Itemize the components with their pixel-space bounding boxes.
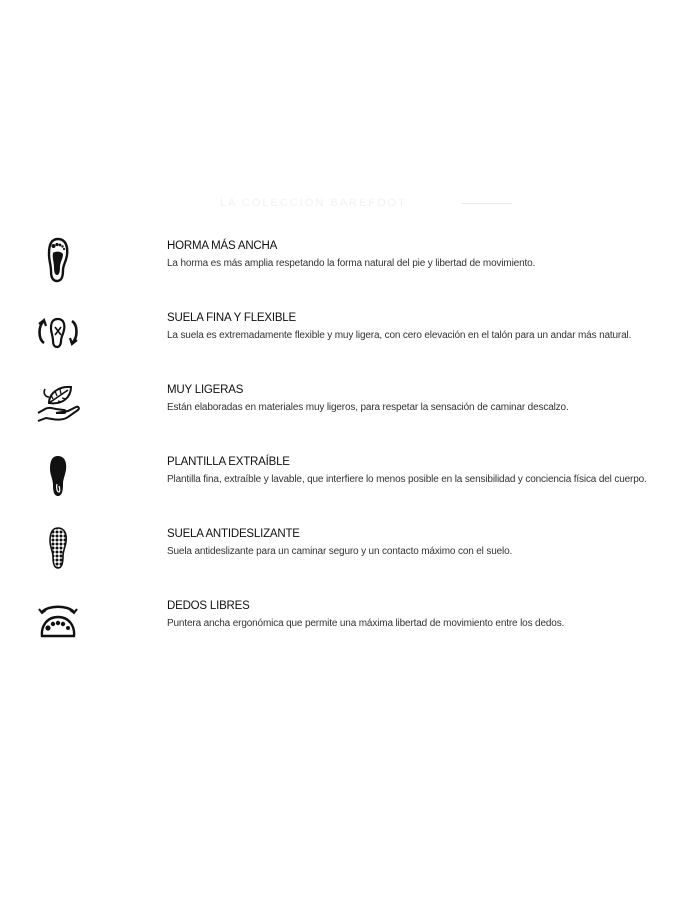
feature-description: Están elaboradas en materiales muy ligeros, para respetar la sensación de caminar descalzo. bbox=[167, 402, 569, 413]
feature-item-non-slip-sole bbox=[0, 528, 688, 588]
feature-description: Plantilla fina, extraíble y lavable, que interfiere lo menos posible en la sensibilidad y conciencia física del cuerpo. bbox=[167, 474, 647, 485]
feature-item-lightweight bbox=[0, 384, 688, 444]
feature-title: HORMA MÁS ANCHA bbox=[167, 240, 278, 252]
feature-title: MUY LIGERAS bbox=[167, 384, 244, 396]
wide-toes-icon bbox=[30, 594, 86, 646]
feature-item-wide-last bbox=[0, 240, 688, 300]
feature-item-flexible-sole bbox=[0, 312, 688, 372]
feature-description: Suela antideslizante para un caminar seguro y un contacto máximo con el suelo. bbox=[167, 546, 513, 557]
non-slip-sole-icon bbox=[30, 522, 86, 574]
feature-description: Puntera ancha ergonómica que permite una máxima libertad de movimiento entre los dedos. bbox=[167, 618, 565, 629]
flexible-sole-icon bbox=[30, 306, 86, 358]
section-header-divider bbox=[462, 203, 512, 204]
feature-description: La horma es más amplia respetando la forma natural del pie y libertad de movimiento. bbox=[167, 258, 536, 269]
feature-title: SUELA FINA Y FLEXIBLE bbox=[167, 312, 296, 324]
feature-title: DEDOS LIBRES bbox=[167, 600, 250, 612]
feature-title: SUELA ANTIDESLIZANTE bbox=[167, 528, 300, 540]
footprint-icon bbox=[30, 234, 86, 286]
feature-description: La suela es extremadamente flexible y muy ligera, con cero elevación en el talón para un andar más natural. bbox=[167, 330, 632, 341]
feature-title: PLANTILLA EXTRAÍBLE bbox=[167, 456, 290, 468]
section-header-text: LA COLECCIÓN BAREFOOT bbox=[220, 197, 407, 209]
feature-item-free-toes bbox=[0, 600, 688, 660]
feature-item-removable-insole bbox=[0, 456, 688, 516]
section-header bbox=[200, 197, 520, 211]
insole-icon bbox=[30, 450, 86, 502]
feather-hand-icon bbox=[30, 378, 86, 430]
